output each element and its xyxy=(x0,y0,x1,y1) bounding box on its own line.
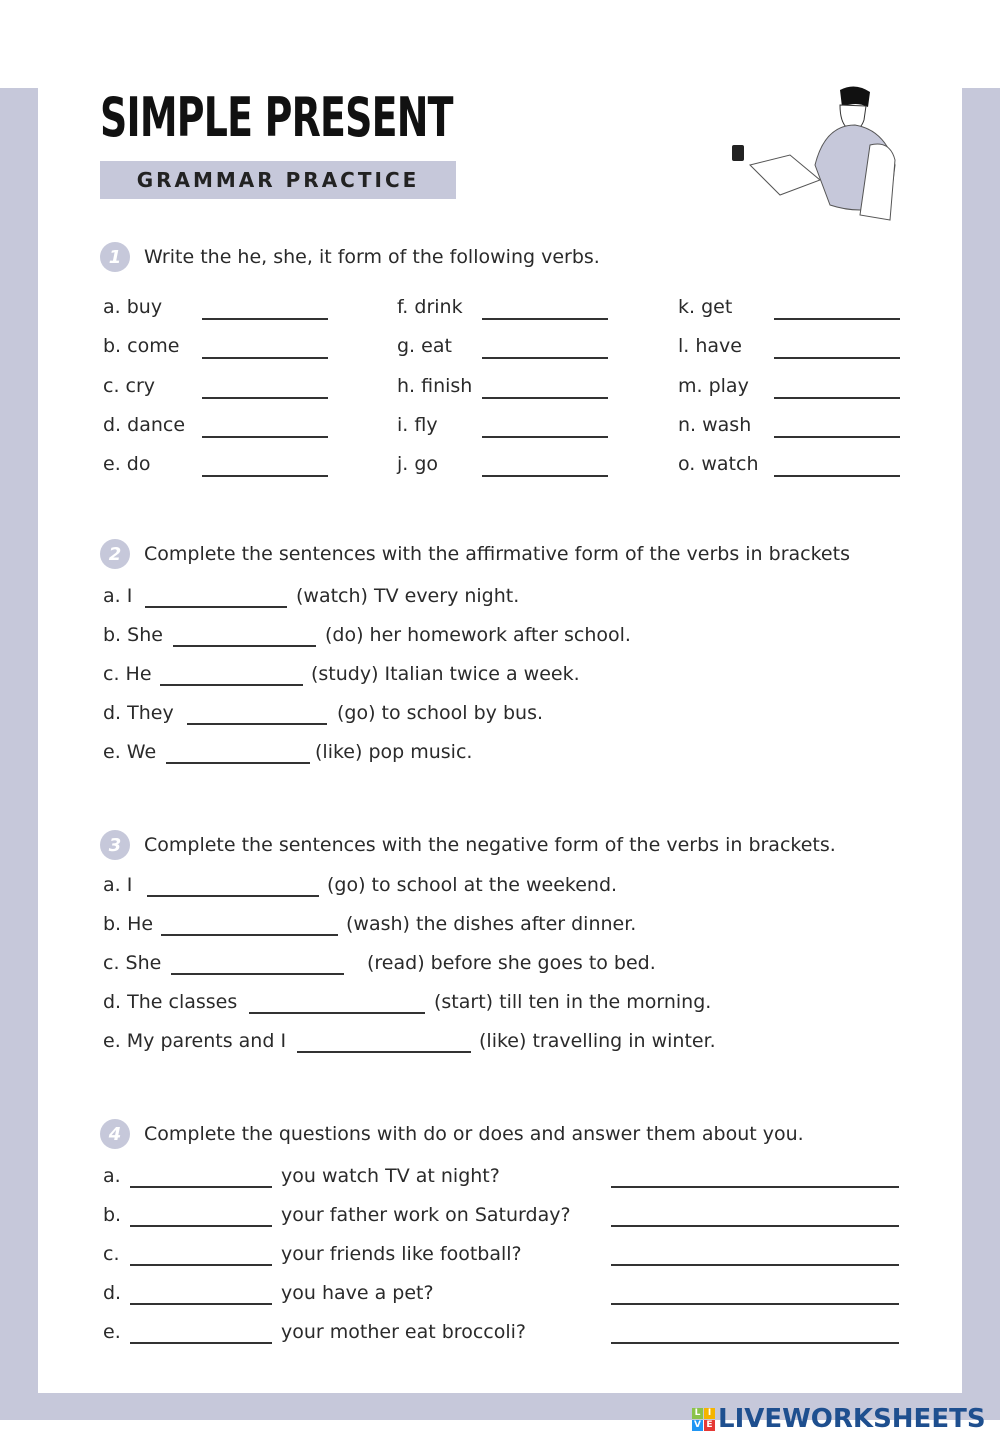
logo-tiles xyxy=(692,1408,715,1431)
verb-label: f. drink xyxy=(397,296,463,318)
logo-tile: V xyxy=(692,1420,703,1431)
answer-blank[interactable] xyxy=(482,436,608,438)
logo-tile: L xyxy=(692,1408,703,1419)
sentence-suffix: (like) pop music. xyxy=(315,741,473,763)
sentence-prefix: b. She xyxy=(103,624,163,646)
verb-label: l. have xyxy=(678,335,742,358)
section-instruction: Complete the questions with do or does and answer them about you. xyxy=(144,1123,804,1145)
answer-line[interactable] xyxy=(611,1264,899,1266)
sentence-prefix: b. He xyxy=(103,913,154,935)
answer-line[interactable] xyxy=(611,1303,899,1305)
logo-tile: I xyxy=(704,1408,715,1419)
answer-blank[interactable] xyxy=(130,1342,272,1344)
section-instruction: Complete the sentences with the affirmative form of the verbs in brackets xyxy=(144,543,850,565)
answer-blank[interactable] xyxy=(166,762,310,764)
sentence-suffix: (do) her homework after school. xyxy=(325,624,631,646)
sentence-suffix: (wash) the dishes after dinner. xyxy=(346,913,637,935)
verb-label: m. play xyxy=(678,374,749,397)
answer-line[interactable] xyxy=(611,1225,899,1227)
verb-label: a. buy xyxy=(103,296,163,318)
verb-label: n. wash xyxy=(678,413,752,436)
sentence-prefix: e. My parents and I xyxy=(103,1030,287,1052)
logo-tile: E xyxy=(704,1420,715,1431)
sentence-suffix: (read) before she goes to bed. xyxy=(367,952,656,974)
section-instruction: Write the he, she, it form of the following verbs. xyxy=(144,246,600,268)
answer-blank[interactable] xyxy=(482,318,608,320)
sentence-suffix: (start) till ten in the morning. xyxy=(434,991,712,1013)
answer-blank[interactable] xyxy=(145,606,287,608)
sentence-suffix: your friends like football? xyxy=(281,1243,522,1265)
verb-label: g. eat xyxy=(397,335,452,358)
student-reading-illustration xyxy=(720,85,910,225)
sentence-suffix: (watch) TV every night. xyxy=(296,585,520,607)
answer-blank[interactable] xyxy=(297,1051,471,1053)
answer-blank[interactable] xyxy=(202,397,328,399)
sentence-suffix: your mother eat broccoli? xyxy=(281,1321,526,1343)
section-number-badge: 4 xyxy=(100,1119,130,1149)
sentence-suffix: (study) Italian twice a week. xyxy=(311,663,580,685)
sentence-suffix: you watch TV at night? xyxy=(281,1165,500,1187)
sentence-prefix: c. He xyxy=(103,663,152,685)
section-number-badge: 1 xyxy=(100,242,130,272)
answer-blank[interactable] xyxy=(187,723,327,725)
sentence-suffix: your father work on Saturday? xyxy=(281,1204,571,1226)
answer-blank[interactable] xyxy=(202,318,328,320)
sentence-suffix: (go) to school by bus. xyxy=(337,702,544,724)
answer-blank[interactable] xyxy=(160,684,303,686)
answer-blank[interactable] xyxy=(202,357,328,359)
sentence-prefix: a. I xyxy=(103,874,133,896)
section-instruction: Complete the sentences with the negative form of the verbs in brackets. xyxy=(144,834,836,856)
answer-blank[interactable] xyxy=(130,1264,272,1266)
answer-blank[interactable] xyxy=(130,1225,272,1227)
section-2-heading xyxy=(100,539,850,569)
worksheet-title: SIMPLE PRESENT xyxy=(100,86,453,149)
sentence-prefix: a. xyxy=(103,1165,121,1187)
sentence-prefix: c. She xyxy=(103,952,162,974)
verb-label: c. cry xyxy=(103,374,156,397)
answer-blank[interactable] xyxy=(482,397,608,399)
verb-label: i. fly xyxy=(397,413,438,436)
verb-label: h. finish xyxy=(397,374,473,397)
verb-label: k. get xyxy=(678,296,733,318)
section-number-badge: 3 xyxy=(100,830,130,860)
liveworksheets-logo xyxy=(692,1404,986,1434)
sentence-prefix: d. The classes xyxy=(103,991,238,1013)
answer-blank[interactable] xyxy=(774,318,900,320)
answer-blank[interactable] xyxy=(161,934,338,936)
verb-label: j. go xyxy=(397,453,439,476)
sentence-prefix: e. We xyxy=(103,741,157,763)
answer-blank[interactable] xyxy=(774,357,900,359)
logo-text: LIVEWORKSHEETS xyxy=(718,1404,986,1434)
sentence-suffix: you have a pet? xyxy=(281,1282,434,1304)
section-number-badge: 2 xyxy=(100,539,130,569)
worksheet-subtitle: GRAMMAR PRACTICE xyxy=(100,161,456,199)
answer-blank[interactable] xyxy=(130,1186,272,1188)
verb-label: b. come xyxy=(103,335,180,358)
answer-blank[interactable] xyxy=(173,645,316,647)
answer-blank[interactable] xyxy=(774,397,900,399)
section-1-heading xyxy=(100,242,600,272)
answer-blank[interactable] xyxy=(130,1303,272,1305)
answer-line[interactable] xyxy=(611,1342,899,1344)
sentence-suffix: (go) to school at the weekend. xyxy=(327,874,618,896)
verb-label: d. dance xyxy=(103,413,186,436)
answer-blank[interactable] xyxy=(171,973,344,975)
answer-blank[interactable] xyxy=(202,475,328,477)
sentence-prefix: a. I xyxy=(103,585,133,607)
verb-label: o. watch xyxy=(678,453,759,476)
sentence-prefix: d. xyxy=(103,1282,122,1304)
section-3-heading xyxy=(100,830,836,860)
sentence-suffix: (like) travelling in winter. xyxy=(479,1030,716,1052)
sentence-prefix: c. xyxy=(103,1243,120,1265)
answer-blank[interactable] xyxy=(482,475,608,477)
answer-line[interactable] xyxy=(611,1186,899,1188)
verb-label: e. do xyxy=(103,453,151,476)
answer-blank[interactable] xyxy=(202,436,328,438)
sentence-prefix: b. xyxy=(103,1204,122,1226)
answer-blank[interactable] xyxy=(249,1012,425,1014)
worksheet xyxy=(38,88,962,1393)
answer-blank[interactable] xyxy=(147,895,319,897)
answer-blank[interactable] xyxy=(482,357,608,359)
sentence-prefix: e. xyxy=(103,1321,121,1343)
section-4-heading xyxy=(100,1119,804,1149)
answer-blank[interactable] xyxy=(774,475,900,477)
answer-blank[interactable] xyxy=(774,436,900,438)
sentence-prefix: d. They xyxy=(103,702,174,724)
